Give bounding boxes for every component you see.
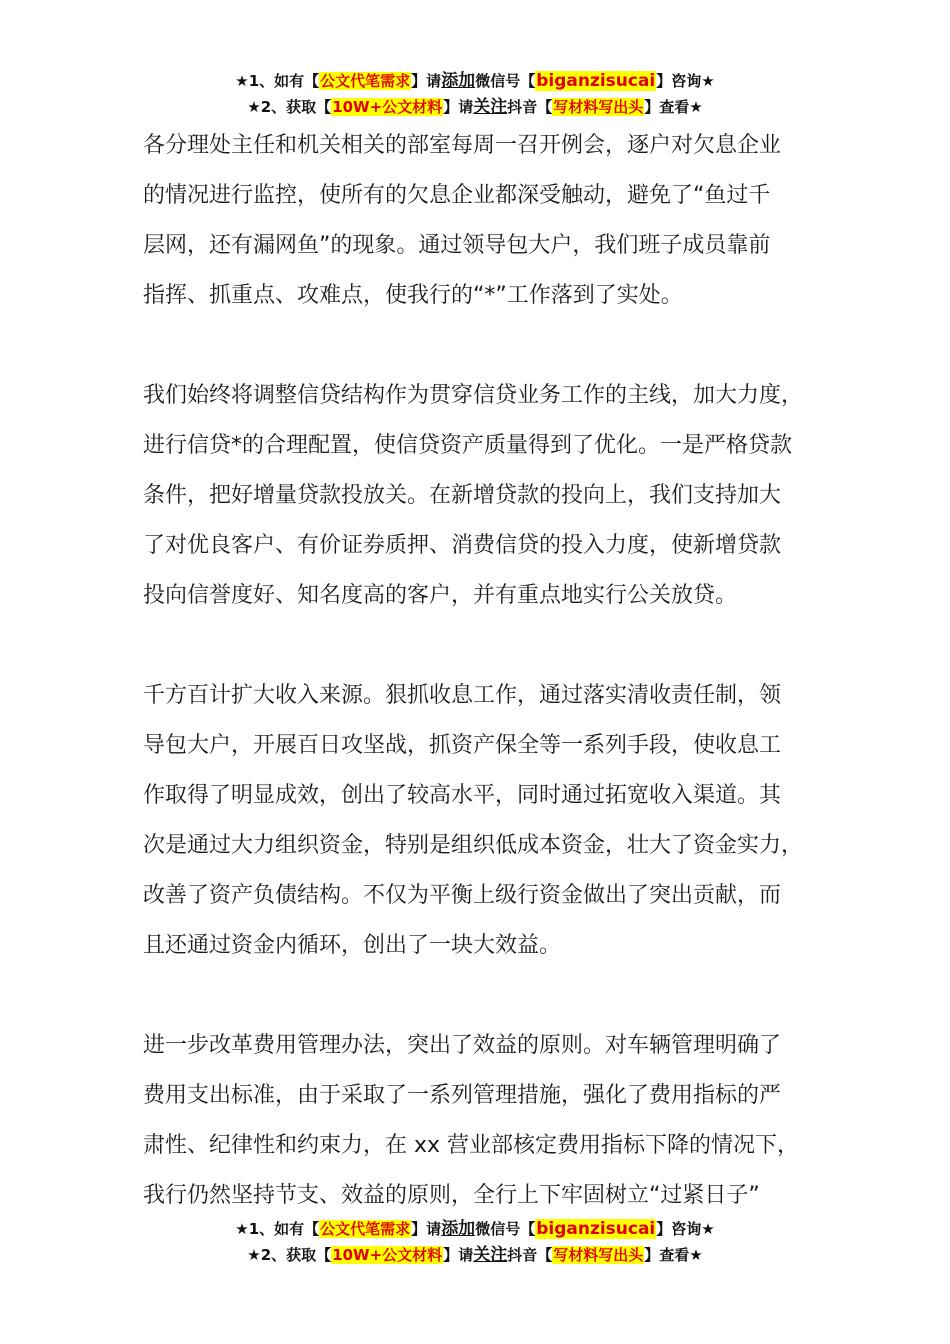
highlight-materials: 10W+公文材料 bbox=[332, 98, 443, 116]
banner-text: 抖音【 bbox=[507, 98, 553, 116]
highlight-douyin: 写材料写出头 bbox=[553, 1246, 644, 1264]
banner-text: 】查看★ bbox=[644, 1246, 703, 1264]
paragraph-4 bbox=[143, 1021, 833, 1221]
text-line: 作取得了明显成效，创出了较高水平，同时通过拓宽收入渠道。其 bbox=[143, 783, 782, 808]
header-banner bbox=[0, 68, 950, 120]
paragraph-1 bbox=[143, 121, 833, 321]
text-line: 的情况进行监控，使所有的欠息企业都深受触动，避免了“鱼过千 bbox=[143, 183, 771, 208]
document-body bbox=[143, 121, 833, 1221]
text-line: 费用支出标准，由于采取了一系列管理措施，强化了费用指标的严 bbox=[143, 1083, 782, 1108]
banner-line-1 bbox=[0, 1216, 950, 1242]
banner-text: 】咨询★ bbox=[656, 72, 715, 90]
banner-emphasis: 关注 bbox=[473, 1245, 508, 1265]
text-line: 了对优良客户、有价证券质押、消费信贷的投入力度，使新增贷款 bbox=[143, 533, 782, 558]
banner-text: 】请 bbox=[411, 72, 442, 90]
text-line: 我行仍然坚持节支、效益的原则，全行上下牢固树立“过紧日子” bbox=[143, 1183, 760, 1208]
banner-line-2 bbox=[0, 1242, 950, 1268]
text-line: 我们始终将调整信贷结构作为贯穿信贷业务工作的主线，加大力度， bbox=[143, 383, 804, 408]
banner-text: 微信号【 bbox=[475, 72, 536, 90]
text-line: 千方百计扩大收入来源。狠抓收息工作，通过落实清收责任制，领 bbox=[143, 683, 782, 708]
banner-text: 】请 bbox=[411, 1220, 442, 1238]
highlight-wechat-id: biganzisucai bbox=[536, 1219, 656, 1239]
text-line: 次是通过大力组织资金，特别是组织低成本资金，壮大了资金实力， bbox=[143, 833, 804, 858]
text-line: 层网，还有漏网鱼”的现象。通过领导包大户，我们班子成员靠前 bbox=[143, 233, 771, 258]
paragraph-gap bbox=[143, 621, 833, 671]
highlight-service: 公文代笔需求 bbox=[320, 72, 411, 90]
banner-text: 微信号【 bbox=[475, 1220, 536, 1238]
banner-text: ★2、获取【 bbox=[247, 1246, 332, 1264]
banner-text: 】请 bbox=[443, 98, 474, 116]
text-line: 进行信贷*的合理配置，使信贷资产质量得到了优化。一是严格贷款 bbox=[143, 433, 793, 458]
banner-line-1 bbox=[0, 68, 950, 94]
banner-text: ★1、如有【 bbox=[235, 1220, 320, 1238]
text-line: 肃性、纪律性和约束力，在 xx 营业部核定费用指标下降的情况下， bbox=[143, 1133, 800, 1158]
text-line: 导包大户，开展百日攻坚战，抓资产保全等一系列手段，使收息工 bbox=[143, 733, 782, 758]
text-line: 条件，把好增量贷款投放关。在新增贷款的投向上，我们支持加大 bbox=[143, 483, 782, 508]
banner-emphasis: 添加 bbox=[441, 1219, 476, 1239]
text-line: 改善了资产负债结构。不仅为平衡上级行资金做出了突出贡献，而 bbox=[143, 883, 782, 908]
banner-text: ★2、获取【 bbox=[247, 98, 332, 116]
paragraph-gap bbox=[143, 321, 833, 371]
text-line: 进一步改革费用管理办法，突出了效益的原则。对车辆管理明确了 bbox=[143, 1033, 782, 1058]
banner-text: 】咨询★ bbox=[656, 1220, 715, 1238]
banner-text: ★1、如有【 bbox=[235, 72, 320, 90]
paragraph-3 bbox=[143, 671, 833, 971]
highlight-douyin: 写材料写出头 bbox=[553, 98, 644, 116]
text-line: 指挥、抓重点、攻难点，使我行的“*”工作落到了实处。 bbox=[143, 283, 683, 308]
highlight-wechat-id: biganzisucai bbox=[536, 71, 656, 91]
highlight-service: 公文代笔需求 bbox=[320, 1220, 411, 1238]
paragraph-gap bbox=[143, 971, 833, 1021]
text-line: 且还通过资金内循环，创出了一块大效益。 bbox=[143, 933, 562, 958]
paragraph-2 bbox=[143, 371, 833, 621]
banner-line-2 bbox=[0, 94, 950, 120]
banner-emphasis: 关注 bbox=[473, 97, 508, 117]
banner-emphasis: 添加 bbox=[441, 71, 476, 91]
text-line: 各分理处主任和机关相关的部室每周一召开例会，逐户对欠息企业 bbox=[143, 133, 782, 158]
banner-text: 】查看★ bbox=[644, 98, 703, 116]
banner-text: 】请 bbox=[443, 1246, 474, 1264]
footer-banner bbox=[0, 1216, 950, 1268]
banner-text: 抖音【 bbox=[507, 1246, 553, 1264]
text-line: 投向信誉度好、知名度高的客户，并有重点地实行公关放贷。 bbox=[143, 583, 738, 608]
highlight-materials: 10W+公文材料 bbox=[332, 1246, 443, 1264]
